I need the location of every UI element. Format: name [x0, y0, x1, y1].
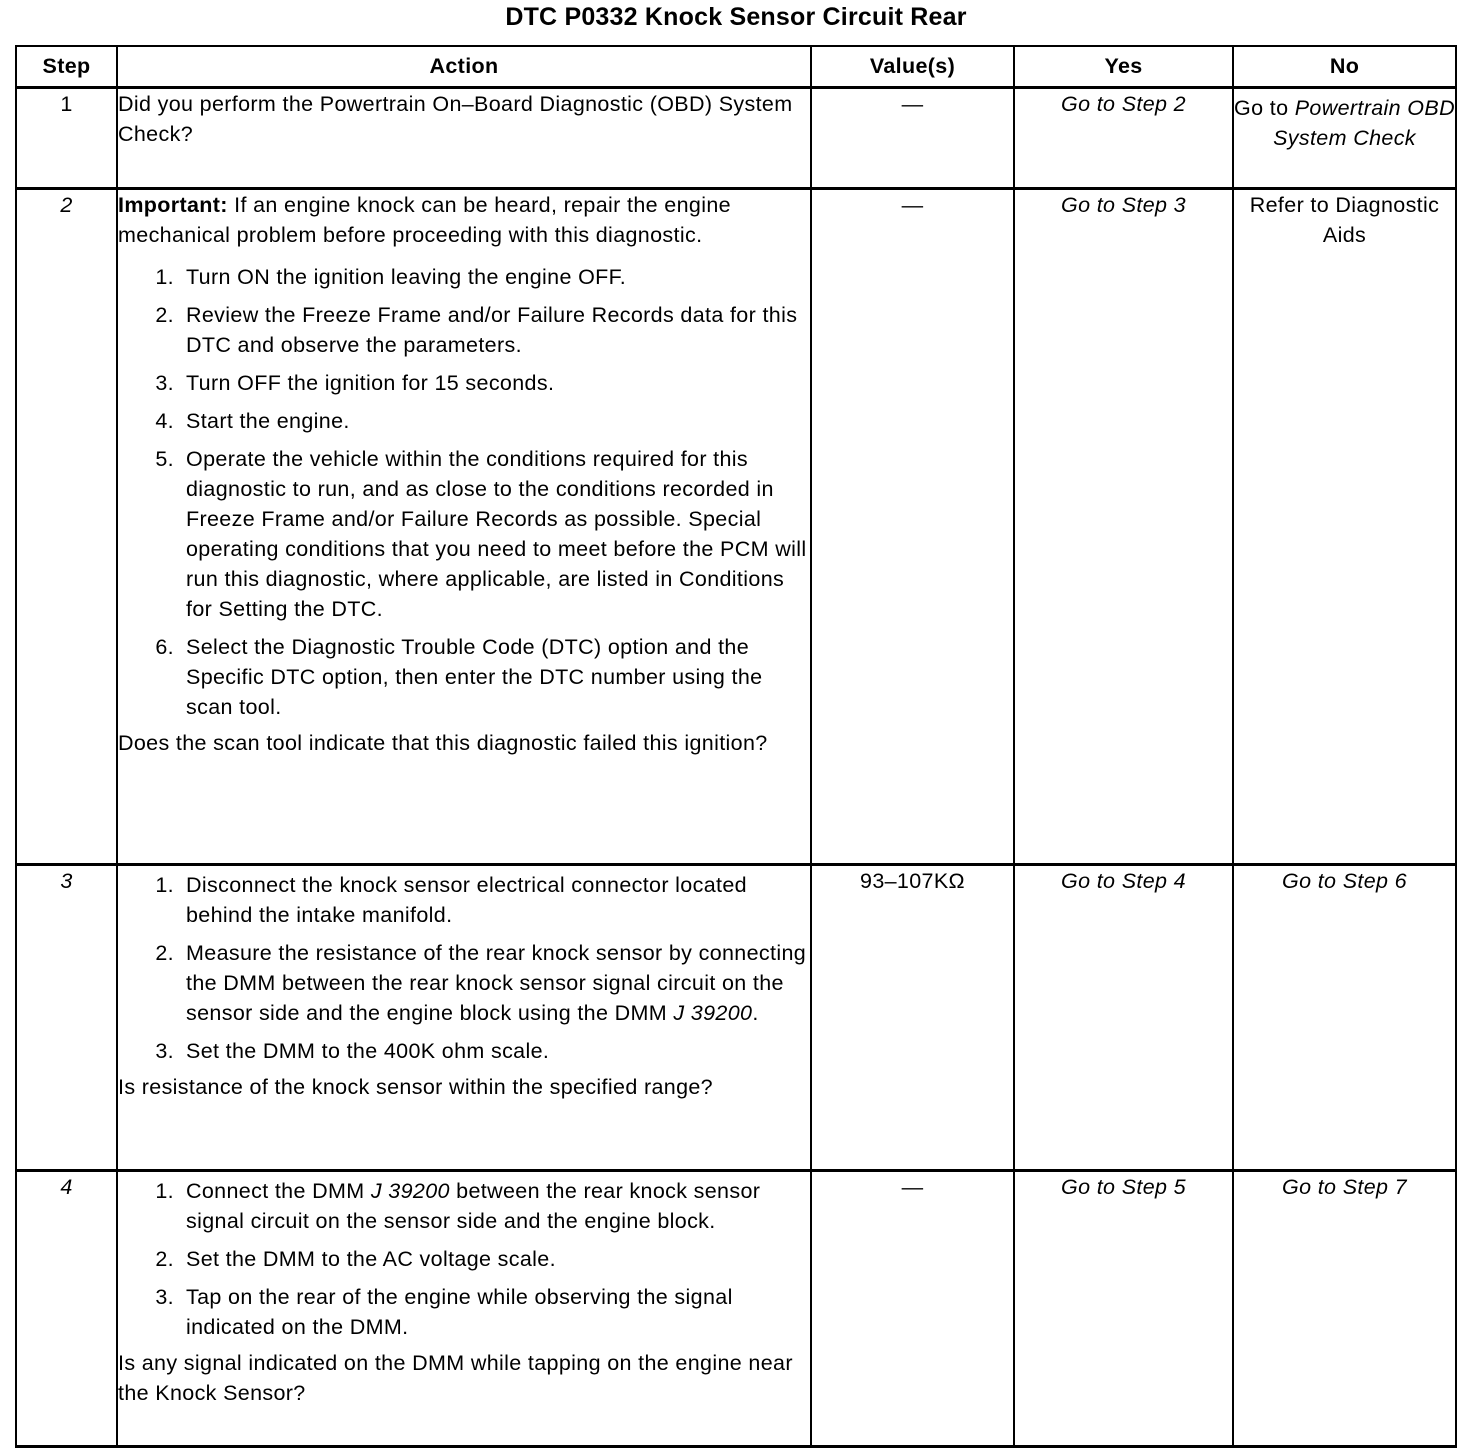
yes-cell: Go to Step 4 [1014, 864, 1233, 1170]
list-item-number: 5. [155, 446, 174, 471]
table-row [16, 188, 1456, 864]
list-item [118, 1282, 810, 1342]
list-item [118, 1176, 810, 1236]
action-cell [117, 864, 811, 1170]
list-item-text-part: Measure the resistance of the rear knock sensor by connecting the DMM between the rear knock sensor signal circuit on the sensor side and the engine block using the DMM [186, 940, 807, 1025]
list-item-text: Tap on the rear of the engine while observing the signal indicated on the DMM. [186, 1284, 733, 1339]
procedure-list [118, 262, 810, 722]
procedure-list [118, 1176, 810, 1342]
list-item-text: Start the engine. [186, 408, 350, 433]
no-cell: Refer to Diagnostic Aids [1233, 188, 1456, 864]
step-number: 2 [16, 188, 117, 864]
list-item-number: 3. [155, 1284, 174, 1309]
no-cell: Go to Step 7 [1233, 1170, 1456, 1446]
important-label: Important: [118, 192, 228, 217]
step-number: 1 [16, 87, 117, 188]
value-cell: — [811, 87, 1014, 188]
yes-cell: Go to Step 5 [1014, 1170, 1233, 1446]
tool-reference: J 39200 [673, 1000, 753, 1025]
list-item-number: 3. [155, 370, 174, 395]
value-cell: — [811, 1170, 1014, 1446]
no-italic-link: Powertrain OBD System Check [1273, 95, 1455, 150]
header-yes: Yes [1014, 46, 1233, 87]
list-item-number: 3. [155, 1038, 174, 1063]
header-values: Value(s) [811, 46, 1014, 87]
yes-cell: Go to Step 3 [1014, 188, 1233, 864]
table-row [16, 1170, 1456, 1446]
no-cell [1233, 87, 1456, 188]
list-item-number: 2. [155, 940, 174, 965]
list-item [118, 444, 810, 624]
list-item-number: 1. [155, 872, 174, 897]
list-item [118, 1244, 810, 1274]
header-step: Step [16, 46, 117, 87]
list-item-text-part: . [752, 1000, 759, 1025]
yes-cell: Go to Step 2 [1014, 87, 1233, 188]
header-action: Action [117, 46, 811, 87]
list-item-number: 2. [155, 1246, 174, 1271]
value-cell: — [811, 188, 1014, 864]
list-item [118, 632, 810, 722]
action-cell [117, 1170, 811, 1446]
list-item-number: 6. [155, 634, 174, 659]
step-number: 4 [16, 1170, 117, 1446]
important-text: If an engine knock can be heard, repair the engine mechanical problem before proceeding with this diagnostic. [118, 192, 731, 247]
tool-reference: J 39200 [370, 1178, 450, 1203]
list-item-number: 4. [155, 408, 174, 433]
list-item-text-part: between the rear knock sensor signal circuit on the sensor side and the engine block. [186, 1178, 761, 1233]
action-question: Is resistance of the knock sensor within the specified range? [118, 1074, 713, 1099]
table-header-row [16, 46, 1456, 87]
list-item-text [186, 938, 810, 1028]
list-item [118, 870, 810, 930]
list-item [118, 1036, 810, 1066]
diagnostic-table [15, 45, 1457, 1448]
list-item-text: Operate the vehicle within the conditions required for this diagnostic to run, and as close to the conditions recorded in Freeze Frame and/or Failure Records as possible. Special operating conditions that you need to meet before the PCM will run this diagnostic, where applicable, are listed in Conditions for Setting the DTC. [186, 446, 807, 621]
list-item-text: Set the DMM to the 400K ohm scale. [186, 1038, 550, 1063]
list-item-number: 1. [155, 1178, 174, 1203]
list-item-text: Turn OFF the ignition for 15 seconds. [186, 370, 555, 395]
important-note [118, 190, 810, 250]
action-question: Is any signal indicated on the DMM while tapping on the engine near the Knock Sensor? [118, 1350, 793, 1405]
action-question: Does the scan tool indicate that this diagnostic failed this ignition? [118, 730, 768, 755]
list-item [118, 938, 810, 1028]
list-item-text: Disconnect the knock sensor electrical connector located behind the intake manifold. [186, 872, 747, 927]
list-item-text-part: Connect the DMM [186, 1178, 371, 1203]
step-number: 3 [16, 864, 117, 1170]
procedure-list [118, 870, 810, 1066]
list-item-text: Turn ON the ignition leaving the engine OFF. [186, 264, 627, 289]
header-no: No [1233, 46, 1456, 87]
list-item-number: 2. [155, 302, 174, 327]
list-item-number: 1. [155, 264, 174, 289]
no-prefix: Go to [1234, 95, 1295, 120]
list-item-text: Select the Diagnostic Trouble Code (DTC) option and the Specific DTC option, then enter the DTC number using the scan tool. [186, 634, 763, 719]
document-title: DTC P0332 Knock Sensor Circuit Rear [505, 3, 967, 31]
list-item [118, 262, 810, 292]
action-cell [117, 188, 811, 864]
table-row [16, 864, 1456, 1170]
list-item [118, 368, 810, 398]
table-row [16, 87, 1456, 188]
no-cell: Go to Step 6 [1233, 864, 1456, 1170]
action-text: Did you perform the Powertrain On–Board Diagnostic (OBD) System Check? [118, 91, 793, 146]
list-item [118, 300, 810, 360]
action-cell [117, 87, 811, 188]
list-item-text: Set the DMM to the AC voltage scale. [186, 1246, 556, 1271]
list-item-text: Review the Freeze Frame and/or Failure Records data for this DTC and observe the parameters. [186, 302, 798, 357]
value-cell: 93–107KΩ [811, 864, 1014, 1170]
list-item-text [186, 1176, 810, 1236]
list-item [118, 406, 810, 436]
